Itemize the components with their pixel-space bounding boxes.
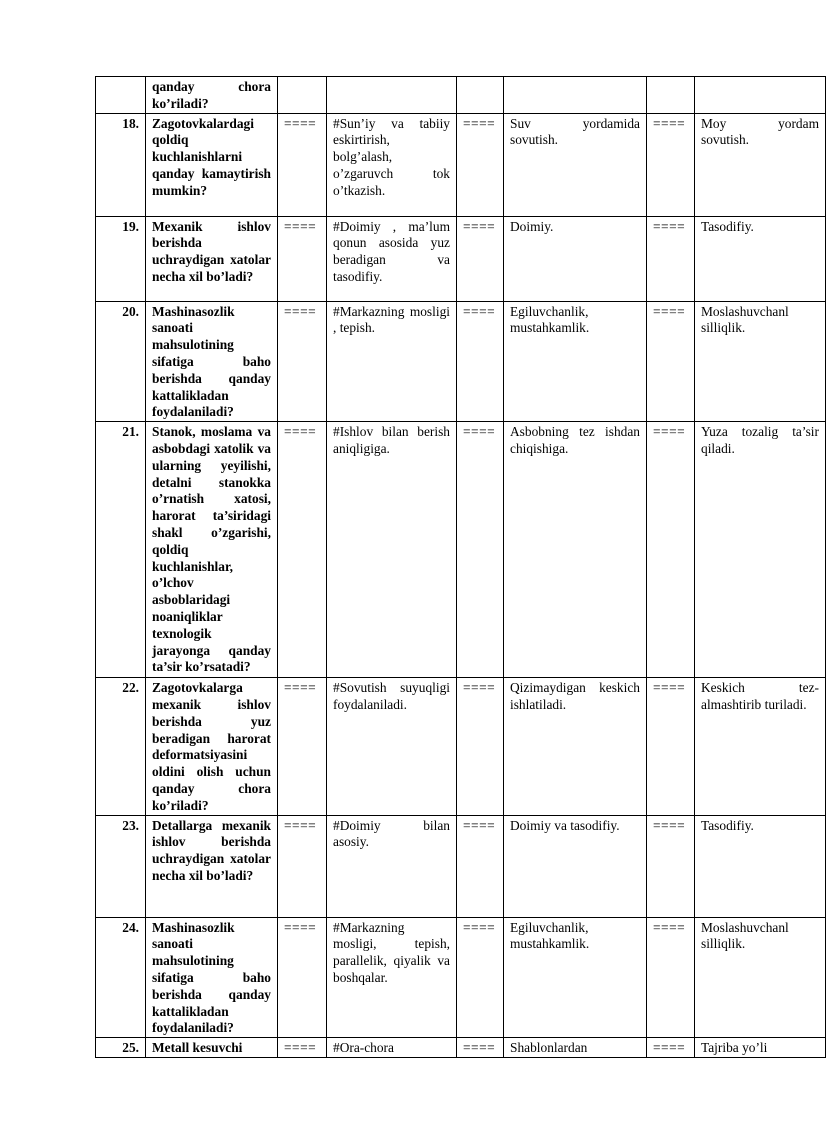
correct-answer-cell: #Ishlov bilan berish aniqligiga. [327, 422, 457, 678]
separator-cell: ==== [278, 917, 327, 1038]
answer-option-cell: Tasodifiy. [695, 216, 826, 301]
answer-option-cell: Moslashuvchanl silliqlik. [695, 301, 826, 422]
separator-cell: ==== [647, 1038, 695, 1058]
question-cell: Metall kesuvchi [146, 1038, 278, 1058]
correct-answer-cell: #Ora-chora [327, 1038, 457, 1058]
row-number: 25. [96, 1038, 146, 1058]
question-table [95, 76, 826, 1058]
correct-answer-cell: #Markazning mosligi, tepish, parallelik, qiyalik va boshqalar. [327, 917, 457, 1038]
separator-cell: ==== [278, 301, 327, 422]
table-row [96, 216, 826, 301]
answer-option-cell: Egiluvchanlik, mustahkamlik. [504, 301, 647, 422]
separator-cell: ==== [647, 301, 695, 422]
separator-cell: ==== [278, 422, 327, 678]
separator-cell: ==== [278, 113, 327, 216]
question-cell: Mexanik ishlov berishda uchraydigan xatolar necha xil bo’ladi? [146, 216, 278, 301]
answer-option-cell: Suv yordamida sovutish. [504, 113, 647, 216]
question-cell: Stanok, moslama va asbobdagi xatolik va ularning yeyilishi, detalni stanokka o’rnatish xatosi, harorat ta’siridagi shakl o’zgarishi, qoldiq kuchlanishlar, o’lchov asboblaridagi noaniqliklar texnologik jarayonga qanday ta’sir ko’rsatadi? [146, 422, 278, 678]
row-number [96, 77, 146, 114]
table-row [96, 77, 826, 114]
answer-option-cell: Asbobning tez ishdan chiqishiga. [504, 422, 647, 678]
answer-option-cell: Shablonlardan [504, 1038, 647, 1058]
question-cell: Zagotovkalardagi qoldiq kuchlanishlarni qanday kamaytirish mumkin? [146, 113, 278, 216]
correct-answer-cell: #Doimiy bilan asosiy. [327, 815, 457, 917]
table-row [96, 301, 826, 422]
correct-answer-cell: #Doimiy , ma’lum qonun asosida yuz beradigan va tasodifiy. [327, 216, 457, 301]
answer-option-cell: Tajriba yo’li [695, 1038, 826, 1058]
separator-cell: ==== [457, 422, 504, 678]
table-row [96, 815, 826, 917]
row-number: 20. [96, 301, 146, 422]
answer-option-cell [504, 77, 647, 114]
table-row [96, 1038, 826, 1058]
answer-option-cell: Doimiy va tasodifiy. [504, 815, 647, 917]
correct-answer-cell: #Markazning mosligi , tepish. [327, 301, 457, 422]
row-number: 21. [96, 422, 146, 678]
separator-cell: ==== [647, 815, 695, 917]
separator-cell: ==== [647, 678, 695, 815]
separator-cell: ==== [647, 216, 695, 301]
question-cell: Mashinasozlik sanoati mahsulotining sifatiga baho berishda qanday kattalikladan foydalaniladi? [146, 301, 278, 422]
correct-answer-cell [327, 77, 457, 114]
question-cell: Zagotovkalarga mexanik ishlov berishda yuz beradigan harorat deformatsiyasini oldini olish uchun qanday chora ko’riladi? [146, 678, 278, 815]
answer-option-cell: Yuza tozalig ta’sir qiladi. [695, 422, 826, 678]
table-row [96, 917, 826, 1038]
correct-answer-cell: #Sovutish suyuqligi foydalaniladi. [327, 678, 457, 815]
separator-cell [457, 77, 504, 114]
answer-option-cell: Egiluvchanlik, mustahkamlik. [504, 917, 647, 1038]
row-number: 18. [96, 113, 146, 216]
question-cell: Mashinasozlik sanoati mahsulotining sifatiga baho berishda qanday kattalikladan foydalaniladi? [146, 917, 278, 1038]
answer-option-cell: Doimiy. [504, 216, 647, 301]
separator-cell: ==== [278, 815, 327, 917]
row-number: 23. [96, 815, 146, 917]
answer-option-cell: Moy yordam sovutish. [695, 113, 826, 216]
row-number: 22. [96, 678, 146, 815]
separator-cell: ==== [278, 216, 327, 301]
separator-cell: ==== [457, 678, 504, 815]
correct-answer-cell: #Sun’iy va tabiiy eskirtirish, bolg’alash, o’zgaruvch tok o’tkazish. [327, 113, 457, 216]
row-number: 19. [96, 216, 146, 301]
separator-cell: ==== [457, 815, 504, 917]
separator-cell: ==== [278, 1038, 327, 1058]
question-cell: qanday chora ko’riladi? [146, 77, 278, 114]
table-row [96, 678, 826, 815]
row-number: 24. [96, 917, 146, 1038]
separator-cell: ==== [278, 678, 327, 815]
table-row [96, 113, 826, 216]
separator-cell [278, 77, 327, 114]
separator-cell: ==== [457, 917, 504, 1038]
answer-option-cell [695, 77, 826, 114]
table-row [96, 422, 826, 678]
question-cell: Detallarga mexanik ishlov berishda uchraydigan xatolar necha xil bo’ladi? [146, 815, 278, 917]
answer-option-cell: Moslashuvchanl silliqlik. [695, 917, 826, 1038]
answer-option-cell: Tasodifiy. [695, 815, 826, 917]
answer-option-cell: Keskich tez-almashtirib turiladi. [695, 678, 826, 815]
separator-cell: ==== [647, 113, 695, 216]
separator-cell: ==== [647, 917, 695, 1038]
separator-cell: ==== [457, 1038, 504, 1058]
separator-cell: ==== [457, 301, 504, 422]
separator-cell [647, 77, 695, 114]
separator-cell: ==== [647, 422, 695, 678]
separator-cell: ==== [457, 216, 504, 301]
separator-cell: ==== [457, 113, 504, 216]
answer-option-cell: Qizimaydigan keskich ishlatiladi. [504, 678, 647, 815]
